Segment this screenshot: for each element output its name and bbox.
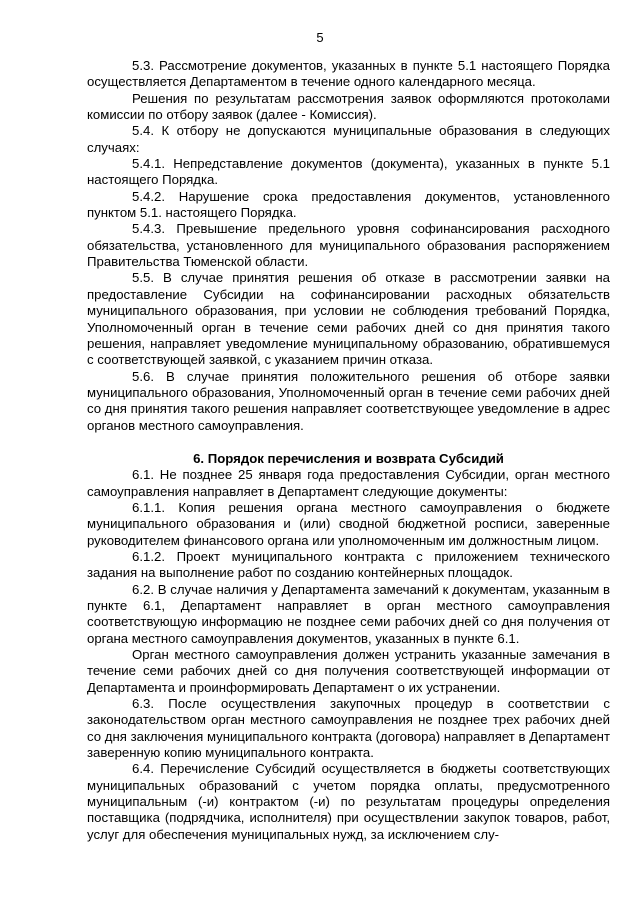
paragraph-5-4: 5.4. К отбору не допускаются муниципальные образования в следующих случаях:: [87, 123, 610, 155]
paragraph-6-1: 6.1. Не позднее 25 января года предоставления Субсидии, орган местного самоуправления направляет в Департамент следующие документы:: [87, 467, 610, 499]
paragraph-6-1-2: 6.1.2. Проект муниципального контракта с приложением технического задания на выполнение работ по созданию контейнерных площадок.: [87, 548, 610, 581]
paragraph-5-5: 5.5. В случае принятия решения об отказе в рассмотрении заявки на предоставление Субсидии на софинансировании расходных обязательств муниципального образования, при условии не соблюдения требований Порядка, Уполномоченный орган в течение семи рабочих дней со дня принятия такого решения, направляет уведомление муниципальному образованию, обратившемуся с соответствующей заявкой, с указанием причин отказа.: [87, 270, 610, 368]
paragraph-6-3: 6.3. После осуществления закупочных процедур в соответствии с законодательством орган местного самоуправления не позднее трех рабочих дней со дня заключения муниципального контракта (договора) направляет в Департамент заверенную копию муниципального контракта.: [87, 696, 610, 761]
paragraph-6-1-1: 6.1.1. Копия решения органа местного самоуправления о бюджете муниципального образования и (или) сводной бюджетной росписи, заверенные руководителем финансового органа или уполномоченным им должностным лицом.: [87, 499, 610, 548]
document-body: [87, 58, 610, 843]
paragraph-6-2-remarks: Орган местного самоуправления должен устранить указанные замечания в течение семи рабочих дней со дня получения соответствующей информации от Департамента и проинформировать Департамент о их устранении.: [87, 647, 610, 695]
paragraph-5-4-1: 5.4.1. Непредставление документов (документа), указанных в пункте 5.1 настоящего Порядка.: [87, 156, 610, 188]
paragraph-6-2: 6.2. В случае наличия у Департамента замечаний к документам, указанным в пункте 6.1, Департамент направляет в орган местного самоуправления соответствующую информацию не позднее семи рабочих дней со дня получения от органа местного самоуправления документов, указанных в пункте 6.1.: [87, 581, 610, 646]
page-number: 5: [316, 30, 324, 45]
paragraph-5-3-decisions: Решения по результатам рассмотрения заявок оформляются протоколами комиссии по отбору заявок (далее - Комиссия).: [87, 90, 610, 123]
paragraph-5-4-2: 5.4.2. Нарушение срока предоставления документов, установленного пунктом 5.1. настоящего Порядка.: [87, 188, 610, 221]
paragraph-5-4-3: 5.4.3. Превышение предельного уровня софинансирования расходного обязательства, установленного для муниципального образования распоряжением Правительства Тюменской области.: [87, 221, 610, 270]
paragraph-5-3: 5.3. Рассмотрение документов, указанных в пункте 5.1 настоящего Порядка осуществляется Департаментом в течение одного календарного месяца.: [87, 58, 610, 90]
paragraph-6-4: 6.4. Перечисление Субсидий осуществляется в бюджеты соответствующих муниципальных образований с учетом порядка оплаты, предусмотренного муниципальным (-и) контрактом (-и) по результатам процедуры определения поставщика (подрядчика, исполнителя) при осуществлении закупок товаров, работ, услуг для обеспечения муниципальных нужд, за исключением слу-: [87, 761, 610, 842]
paragraph-5-6: 5.6. В случае принятия положительного решения об отборе заявки муниципального образования, Уполномоченный орган в течение семи рабочих дней со дня принятия такого решения направляет соответствующее уведомление в адрес органов местного самоуправления.: [87, 368, 610, 433]
section-6-heading: 6. Порядок перечисления и возврата Субсидий: [193, 450, 504, 466]
